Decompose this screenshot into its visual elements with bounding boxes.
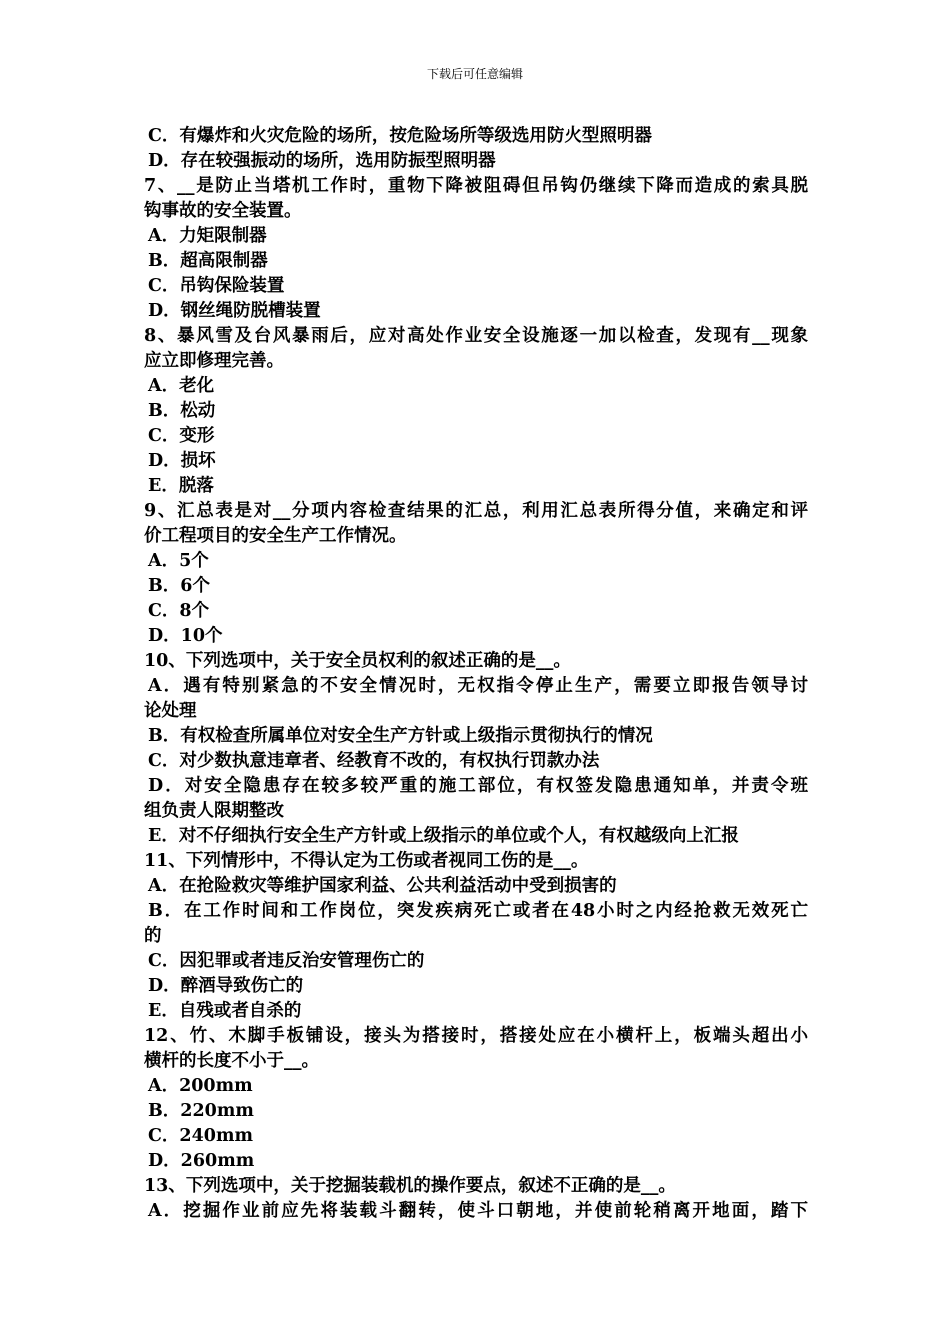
answer-option: E．自残或者自杀的 [148, 1001, 302, 1021]
answer-option: D．10个 [148, 626, 223, 646]
answer-option: B．在工作时间和工作岗位，突发疾病死亡或者在48小时之内经抢救无效死亡 [148, 901, 808, 921]
question-text: 13、下列选项中，关于挖掘装载机的操作要点，叙述不正确的是__。 [144, 1176, 676, 1196]
answer-option: C．8个 [148, 601, 210, 621]
answer-option: A．力矩限制器 [148, 226, 267, 246]
answer-option: D．对安全隐患存在较多较严重的施工部位，有权签发隐患通知单，并责令班 [148, 776, 808, 796]
answer-option: E．对不仔细执行安全生产方针或上级指示的单位或个人，有权越级向上汇报 [148, 826, 739, 846]
question-text: 论处理 [144, 701, 197, 721]
answer-option: B．松动 [148, 401, 216, 421]
answer-option: D．260mm [148, 1151, 255, 1171]
question-text: 11、下列情形中，不得认定为工伤或者视同工伤的是__。 [144, 851, 589, 871]
answer-option: A．挖掘作业前应先将装载斗翻转，使斗口朝地，并使前轮稍离开地面，踏下 [148, 1201, 808, 1221]
answer-option: E．脱落 [148, 476, 214, 496]
answer-option: D．钢丝绳防脱槽装置 [148, 301, 321, 321]
answer-option: A．老化 [148, 376, 215, 396]
document-body [144, 124, 808, 1224]
answer-option: C．对少数执意违章者、经教育不改的，有权执行罚款办法 [148, 751, 600, 771]
answer-option: D．损坏 [148, 451, 216, 471]
question-text: 的 [144, 926, 162, 946]
question-text: 10、下列选项中，关于安全员权利的叙述正确的是__。 [144, 651, 571, 671]
question-text: 12、竹、木脚手板铺设，接头为搭接时，搭接处应在小横杆上，板端头超出小 [144, 1026, 808, 1046]
question-text: 钩事故的安全装置。 [144, 201, 302, 221]
answer-option: C．吊钩保险装置 [148, 276, 285, 296]
answer-option: A．200mm [148, 1076, 253, 1096]
answer-option: B．6个 [148, 576, 210, 596]
answer-option: D．醉酒导致伤亡的 [148, 976, 304, 996]
answer-option: B．有权检查所属单位对安全生产方针或上级指示贯彻执行的情况 [148, 726, 653, 746]
question-text: 应立即修理完善。 [144, 351, 284, 371]
answer-option: B．220mm [148, 1101, 254, 1121]
answer-option: D．存在较强振动的场所，选用防振型照明器 [148, 151, 496, 171]
answer-option: B．超高限制器 [148, 251, 268, 271]
answer-option: C．有爆炸和火灾危险的场所，按危险场所等级选用防火型照明器 [148, 126, 652, 146]
answer-option: C．240mm [148, 1126, 253, 1146]
question-text: 9、汇总表是对__分项内容检查结果的汇总，利用汇总表所得分值，来确定和评 [144, 501, 808, 521]
answer-option: A．在抢险救灾等维护国家利益、公共利益活动中受到损害的 [148, 876, 617, 896]
answer-option: A．遇有特别紧急的不安全情况时，无权指令停止生产，需要立即报告领导讨 [148, 676, 808, 696]
answer-option: A．5个 [148, 551, 209, 571]
question-text: 组负责人限期整改 [144, 801, 284, 821]
question-text: 横杆的长度不小于__。 [144, 1051, 319, 1071]
page-header: 下载后可任意编辑 [426, 67, 523, 81]
question-text: 价工程项目的安全生产工作情况。 [144, 526, 407, 546]
answer-option: C．变形 [148, 426, 215, 446]
question-text: 7、__是防止当塔机工作时，重物下降被阻碍但吊钩仍继续下降而造成的索具脱 [144, 176, 808, 196]
question-text: 8、暴风雪及台风暴雨后，应对高处作业安全设施逐一加以检查，发现有__现象 [144, 326, 808, 346]
answer-option: C．因犯罪或者违反治安管理伤亡的 [148, 951, 425, 971]
